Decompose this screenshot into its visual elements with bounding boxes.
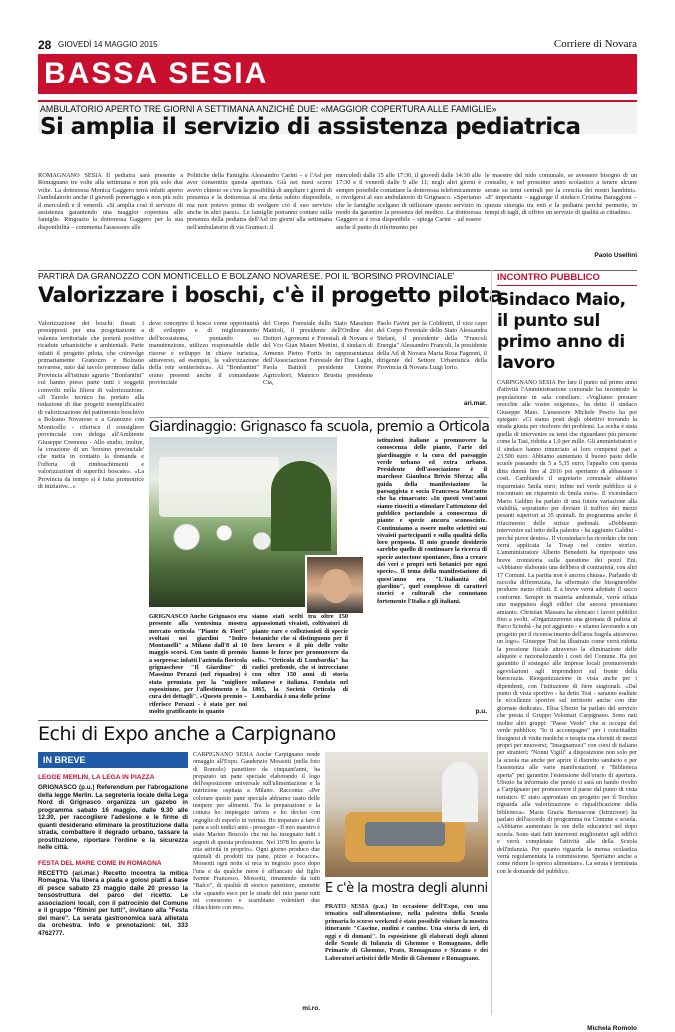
article3-headline: Giardinaggio: Grignasco fa scuola, premio a Orticola — [149, 419, 490, 435]
article2-col3: del Corpo Forestale dello Stato Massimo Mattioli, il presidente dell'Ordine dei Dottori Agronomi e Forestali di Novara e del Vco Gian Mauro Mottini, il sindaco di Armeno Pietro Fortis in rappresentanza dell'Associazione Forestale dei Due Laghi, Paola Battioli presidente Unione Agricoltori, Manrico Brustia presidente Cia, — [263, 320, 373, 387]
article2-col2: deve concepire il bosco come opportunità di sviluppo e di miglioramento dell'ecosistema, puntando su manutenzione, utilizzo responsabile delle risorse e sviluppo in chiave turistica, attraverso, ad esempio, la valorizzazione della rete sentieristica». Al "Bonfantini" erano presenti anche il comandante provinciale — [149, 320, 259, 387]
section-banner — [38, 54, 637, 94]
article1-kicker — [38, 100, 637, 140]
in-breve-label: IN BREVE — [38, 752, 188, 768]
article3-right-col: istituzioni italiane a promuovere la conoscenza delle piante, l'arte del giardinaggio e la cura del paesaggio verde urbano ed extra urbano. Presidente dell'associazione è il marchese Gianluca Brivio Sforza; alla guida della manifestazione la paesaggista e socia Francesca Marzotto che ha rimarcato: «In questi vent'anni siamo riusciti a stimolare l'attenzione del pubblico portandolo a conoscenza di piante e specie ancora sconosciute. Continuiamo a essere molto selettivi sui vivaisti partecipanti e sulla qualità della loro proposta. Il mio grande desiderio sarebbe quello di continuare la ricerca di specie autoctone spontanee, fino a creare dei veri e propri orti botanici per ogni specie». Il tema della manifestazione di quest'anno era "L'italianità del giardino", quel complesso di caratteri storici e culturali che connotano fortemente l'Italia e gli italiani. — [377, 437, 487, 605]
article5-text: PRATO SESIA (p.u.) In occasione dell'Expo, con una tematica sull'alimentazione, nella palestra della Scuola primaria lo scorso weekend è stato possibile visitare la mostra itinerante "Cascine, mulini e cantine. Una storia di ieri, di oggi e di domani". In esposizione gli elaborati degli alunni delle Scuole di Infanzia di Ghemme e Romagnano, delle Primarie di Ghemme, Prato, Romagnano e Sizzano e dei Laboratori artistici delle Medie di Ghemme e Romagnano. — [325, 903, 488, 962]
article1-col1: ROMAGNANO SESIA Il pediatra sarà presente a Romagnano tre volte alla settimana e non più solo due volte. La dottoressa Monica Gaggero terrà infatti aperto l'ambulatorio anche il giovedì pomeriggio e non più solo il mercoledì e il venerdì. «Si amplia così il servizio di assistenza garantendo una maggior copertura alle famiglie. Ringrazio la dottoressa Gaggero per la sua disponibilità – commenta l'assessore alle — [38, 172, 183, 231]
article5-headline: E c'è la mostra degli alunni — [325, 881, 488, 896]
article1-col3: mercoledì dalle 15 alle 17:30, il giovedì dalle 14:30 alle 17:30 e il venerdì dalle 9 alle 11; negli altri giorni è sempre possibile contattare la dottoressa telefonicamente o rivolgersi al suo ambulatorio di Grignasco. «Speriamo che le famiglie scelgano di utilizzare questo servizio in modo da garantire la presenza del medico. La dottoressa Gaggero si è resa disponibile – spiega Carini – ad essere anche il punto di riferimento per — [336, 172, 481, 231]
divider — [38, 720, 488, 721]
sidebar-label: INCONTRO PUBBLICO — [497, 270, 637, 286]
in-breve-box — [38, 752, 188, 1017]
page-number: 28 — [38, 38, 52, 52]
section-title: BASSA SESIA — [44, 57, 269, 90]
article4-text: CARPIGNANO SESIA Anche Carpignano rende omaggio all'Expo. Gaudenzio Mossotti (nella foto di Romolo) panettiere da cinquant'anni, ha preparato un pane speciale elaborando il logo dell'esposizione universale sull'alimentazione e la nutrizione ospitata a Milano. Racconta: «Per colorare questo pane speciale abbiamo usato delle tempere per alimenti. Tra la preparazione e la cottura ho impiegato un'ora e ho deciso con orgoglio di esporlo in vetrina. Ho imparato a fare il pane a soli undici anni - prosegue - Il mio maestro è stato Marino Boscolo che mi ha insegnato tutti i segreti di questa professione. Nel 1978 ho aperto la mia attività in proprio». Ogni giorno produco due quintali di prodotti tra pane, pizze e focacce». Mossotti ogni notte si reca in negozio poco dopo l'una e da qualche mese è affiancato dal figlio Ivenne Francesco. Mossotti, rimanendo da tutti "Balco", di qualità di storico panettiere, ammette che «quando esco per le strade del mio paese tutti mi conoscono e scambiano volentieri due chiacchiere con me». — [193, 752, 320, 912]
in-breve-item1-text: GRIGNASCO (p.u.) Referendum per l'abrogazione della legge Merlin. La segreteria locale della Lega Nord di Grignasco organizza un gazebo in programma sabato 16 maggio, dalle 9.30 alle 12.30, per raccogliere l'adesione e le firme di quanti desiderano eliminare la prostituzione dalla strada, combattere il degrado urbano, tassare la prostituzione, riportare l'ordine e la sicurezza nelle città. — [38, 784, 188, 851]
newspaper-name: Corriere di Novara — [553, 38, 637, 50]
sidebar-author: Michela Romolo — [587, 1025, 637, 1032]
expo-bread-photo — [325, 752, 488, 877]
issue-date: GIOVEDÌ 14 MAGGIO 2015 — [58, 40, 158, 49]
article3-author: p.u. — [475, 708, 487, 715]
article1-headline: Si amplia il servizio di assistenza pediatrica — [40, 114, 581, 140]
in-breve-item2-title: FESTA DEL MARE COME IN ROMAGNA — [38, 859, 162, 867]
article2-author: ari.mar. — [463, 400, 487, 407]
article4-headline: Echi di Expo anche a Carpignano — [38, 723, 336, 745]
article2-kicker: PARTIRÀ DA GRANOZZO CON MONTICELLO E BOLZANO NOVARESE. POI IL 'BORSINO PROVINCIALE' — [38, 271, 455, 281]
sidebar — [491, 270, 637, 1032]
in-breve-item2-text: RECETTO (ari.mar.) Recetto incontra la mitica Romagna. Via libera a piada e golosi piatti a base di pesce sabato 23 maggio dalle 20 presso la tensostruttura del parco del ricetto. Le associazioni locali, con il patrocinio del Comune e il gruppo "Rimini per tutti", invitano alla "Festa del mare". La serata gastronomica sarà allietata da orchestra. Info e prenotazioni: tel. 333 4762777. — [38, 869, 188, 937]
article4-author: mi.ro. — [302, 1005, 320, 1012]
article2-col1: Valorizzazione dei boschi: fissati i presupposti per una progettazione a valenza territoriale che porterà positive ricadute urbanistiche e ambientali. Parte infatti il progetto pilota, che coinvolge primariamente Granozzo e Bolzano novarese, nato dal tavolo promosso dalla Provincia all'istituto agrario "Bonfantini" cui hanno preso parte tutti i soggetti coinvolti nella filiera di valorizzazione. «Il Tavolo tecnico ha portato alla redazione di due progetti esemplificativi di valorizzazione del patrimonio boschivo a Bolzano Novarese e a Granozzo con Monticello - riferisce il consigliere provinciale con delega all'Ambiente Giuseppe Cremona - Allo studio, inoltre, la creazione di un 'borsino provinciale' che metta in contatto la domanda e l'offerta di rimboschimenti e valorizzazioni di superfici boscate». «La Provincia da tempo si è fatta promotrice di iniziative...» — [38, 320, 144, 490]
sidebar-text: CARPIGNANO SESIA Per fare il punto sul primo anno d'attività l'Amministrazione comunale ha incontrato la popolazione in sala consiliare. «Vogliamo prestare orecchie alle vostre esigenze», ha detto il sindaco Giuseppe Maio. L'assessore Michele Pescio ha poi spiegato: «Ci siamo posti degli obiettivi trovando la strada giusta per risolvere dei problemi. La scelta è stata quella di intervenire su temi che riguardano più persone come la Tasi, ridotta a 1,0 per mille. Gli amministratori e il sindaco hanno rinunciato ai loro compensi pari a 23.500 euro. Abbiamo aumentato il buono pasto delle scuole passando da 5 a 5,35 euro; l'appalto con questa ditta durerà fino al 2016 poi speriamo di abbassare i costi. Cambiando il segretario comunale abbiamo risparmiato 5mila euro; infine nel verde pubblico si è riscontrato un risparmio di 6mila euro». Il vicesindaco Mario Galdini ha parlato di una futura variazione alla viabilità, soprattutto per deviare il traffico dei mezzi pesanti superiori ai 35 quintali. In programma anche il rifacimento delle strisce pedonali. «Dobbiamo intervenire sul tetto della palestra - ha aggiunto Galdini - perché piove dentro». Il vicesindaco ha ricordato che non verrà applicata la Tosap nel centro storico. L'amministratore Alberto Benedetti ha riproposto una breve cronistoria sulla questione dei pozzi Eni. «Abbiamo elaborato una delibera di contrarietà, con altri 17 Comuni. La partita non è ancora chiusa». Parlando di raccolta differenziata, ha affermato che bisognerebbe produrre meno rifiuti. E a breve verrà adottato il sacco conforme. Sempre in materia ambientale, verrà stilata una mappatura degli edifici che ancora presentano amianto. Christian Massara ha elencato i lavori pubblici fino a svolti. «Organizzeremo una giornata di pulizia al Parco Scimbà - ha poi aggiunto - e stiamo lavorando a un progetto per il riconoscimento dell'area fragola attraverso un logo». Giuseppe Tosi ha illustrato come verrà ridotta la pressione fiscale attraverso la eliminazione delle aliquote e razionalizzando i costi del Comune. Ha poi garantito il sostegno alle imprese locali promuovendo agevolazioni agli imprenditori sul fronte della burocrazia. Riorganizzazione in vista anche per i dipendenti, con l'istituzione di fiere stagionali. «Dal punto di vista sportivo - ha detto Tosi - saranno esaltate le eccellenze sportive sul territorio anche con due giornate dedicate». Elisa Ubezio ha parlato del servizio che presta il Gruppo Volontari Carpignano. Sono nati inoltre altri gruppi: "Paese Verde" che si occupa del verde pubblico; "Io ti accompagno" per i concittadini bisognosi di visite mediche o terapie ma sforniti di mezzi propri per muoversi; "Insegnamoci" con corsi di italiano per stranieri; "Nonni Vigili" a disposizione non solo per la scuola ma anche per aprire il distretto sanitario e per l'assistenza alle varie manifestazioni e "Biblioteca aperta" per garantire l'estensione dell'orario di apertura. Ubezio ha informato che presto ci sarà un bando rivolto a Carpignano per promuovere il paese dal punto di vista turistico. E' stato approntato un progetto per il Torchio riguarda alla valorizzazione e riqualificazione della biblioteca». Maria Grazia Bernascone (Istruzione) ha parlato dell'accordo di programma tra Comune e scuola. «Abbiamo aumentato le ore delle educatrici nel dopo scuola. Sono stati fatti interventi migliorativi agli edifici e verrà completata l'attività alla della Scuola dell'infanzia. Per quanto riguarda la mensa scolastica verrà regolamentata la commissione. Speriamo anche a come ridurre lo spreco alimentare». La serata è terminata con le domande del pubblico. — [497, 380, 637, 875]
article1-col2: Politiche della Famiglia Alessandro Carini – e l'Asl per aver consentito questa apertura. Già nei mesi scorsi avevo chiesto se c'era la possibilità di ampliare i giorni di presenza e la dottoressa si era detta subito disponibile, ma non potevo prima di svolgere ciò il suo servizio anche in altri paesi». Le famiglie potranno contare sulla presenza della pediatra dell'Asl tre giorni alla settimana nell'ambulatorio di via Gramsci: il — [187, 172, 332, 231]
perazzi-portrait — [305, 555, 365, 615]
article3-caption-col2: siamo stati scelti tra oltre 150 appassionati vivaisti, coltivatori di piante rare e collezionisti di specie botaniche che si distinguono per il loro lavoro e il più delle volte hanno le forze per promuovere da soli». "Orticola di Lombardia" ha radici profonde, che si intrecciano con oltre 150 anni di storia milanese e italiana. Fondata nel 1865, la Società Orticola di Lombardia è una delle prime — [252, 613, 348, 701]
article2-col4: Paolo Favini per la Coldiretti, il vice capo del Corpo Forestale dello Stato Alessandra Stefani, il presidente della "Francoli Energia" Alessandro Francoli, la presidente della Atl di Novara Maria Rosa Fagnoni, il dirigente del Settore Urbanistica della Provincia di Novara Luigi Iorio. — [377, 320, 487, 372]
page-header — [38, 38, 637, 53]
in-breve-item1-title: LEGGE MERLIN, LA LEGA IN PIAZZA — [38, 774, 155, 781]
article1-col4: le maestre del nido comunale, se avessero bisogno di un consulto, e nel prossimo anno scolastico a tenere alcune serate su temi centrali per la crescita dei nostri bambini». «E' importante – aggiunge il sindaco Cristina Baraggioni – questa sinergia tra enti e la pediatra perché permette, in tempi di tagli, di offrire un servizio di qualità ai cittadini». — [485, 172, 637, 217]
article2-headline: Valorizzare i boschi, c'è il progetto pilota — [38, 283, 503, 307]
sidebar-headline: Sindaco Maio, il punto sul primo anno di lavoro — [497, 290, 626, 373]
article1-kicker-text: AMBULATORIO APERTO TRE GIORNI A SETTIMANA ANZICHÉ DUE: «MAGGIOR COPERTURA ALLE FAMIGLIE» — [40, 104, 497, 114]
article1-author: Paolo Usellini — [594, 252, 637, 259]
article3-caption-col1: GRIGNASCO Anche Grignasco era presente alla ventesima mostra mercato orticola "Piante & Fiori" svoltasi nei giardini "Indro Montanelli" a Milano dall'8 al 10 maggio scorsi. Con tanto di premio a sorpresa: infatti l'azienda floricola grignaschese "Il Giardino" di Massimo Perazzi (nel riquadro) è stata premiata per la "migliore esposizione, per l'allestimento e la cura dei dettagli". «Questo premio – riferisce Perazzi - è stato per noi molto gratificante in quanto — [149, 613, 247, 715]
